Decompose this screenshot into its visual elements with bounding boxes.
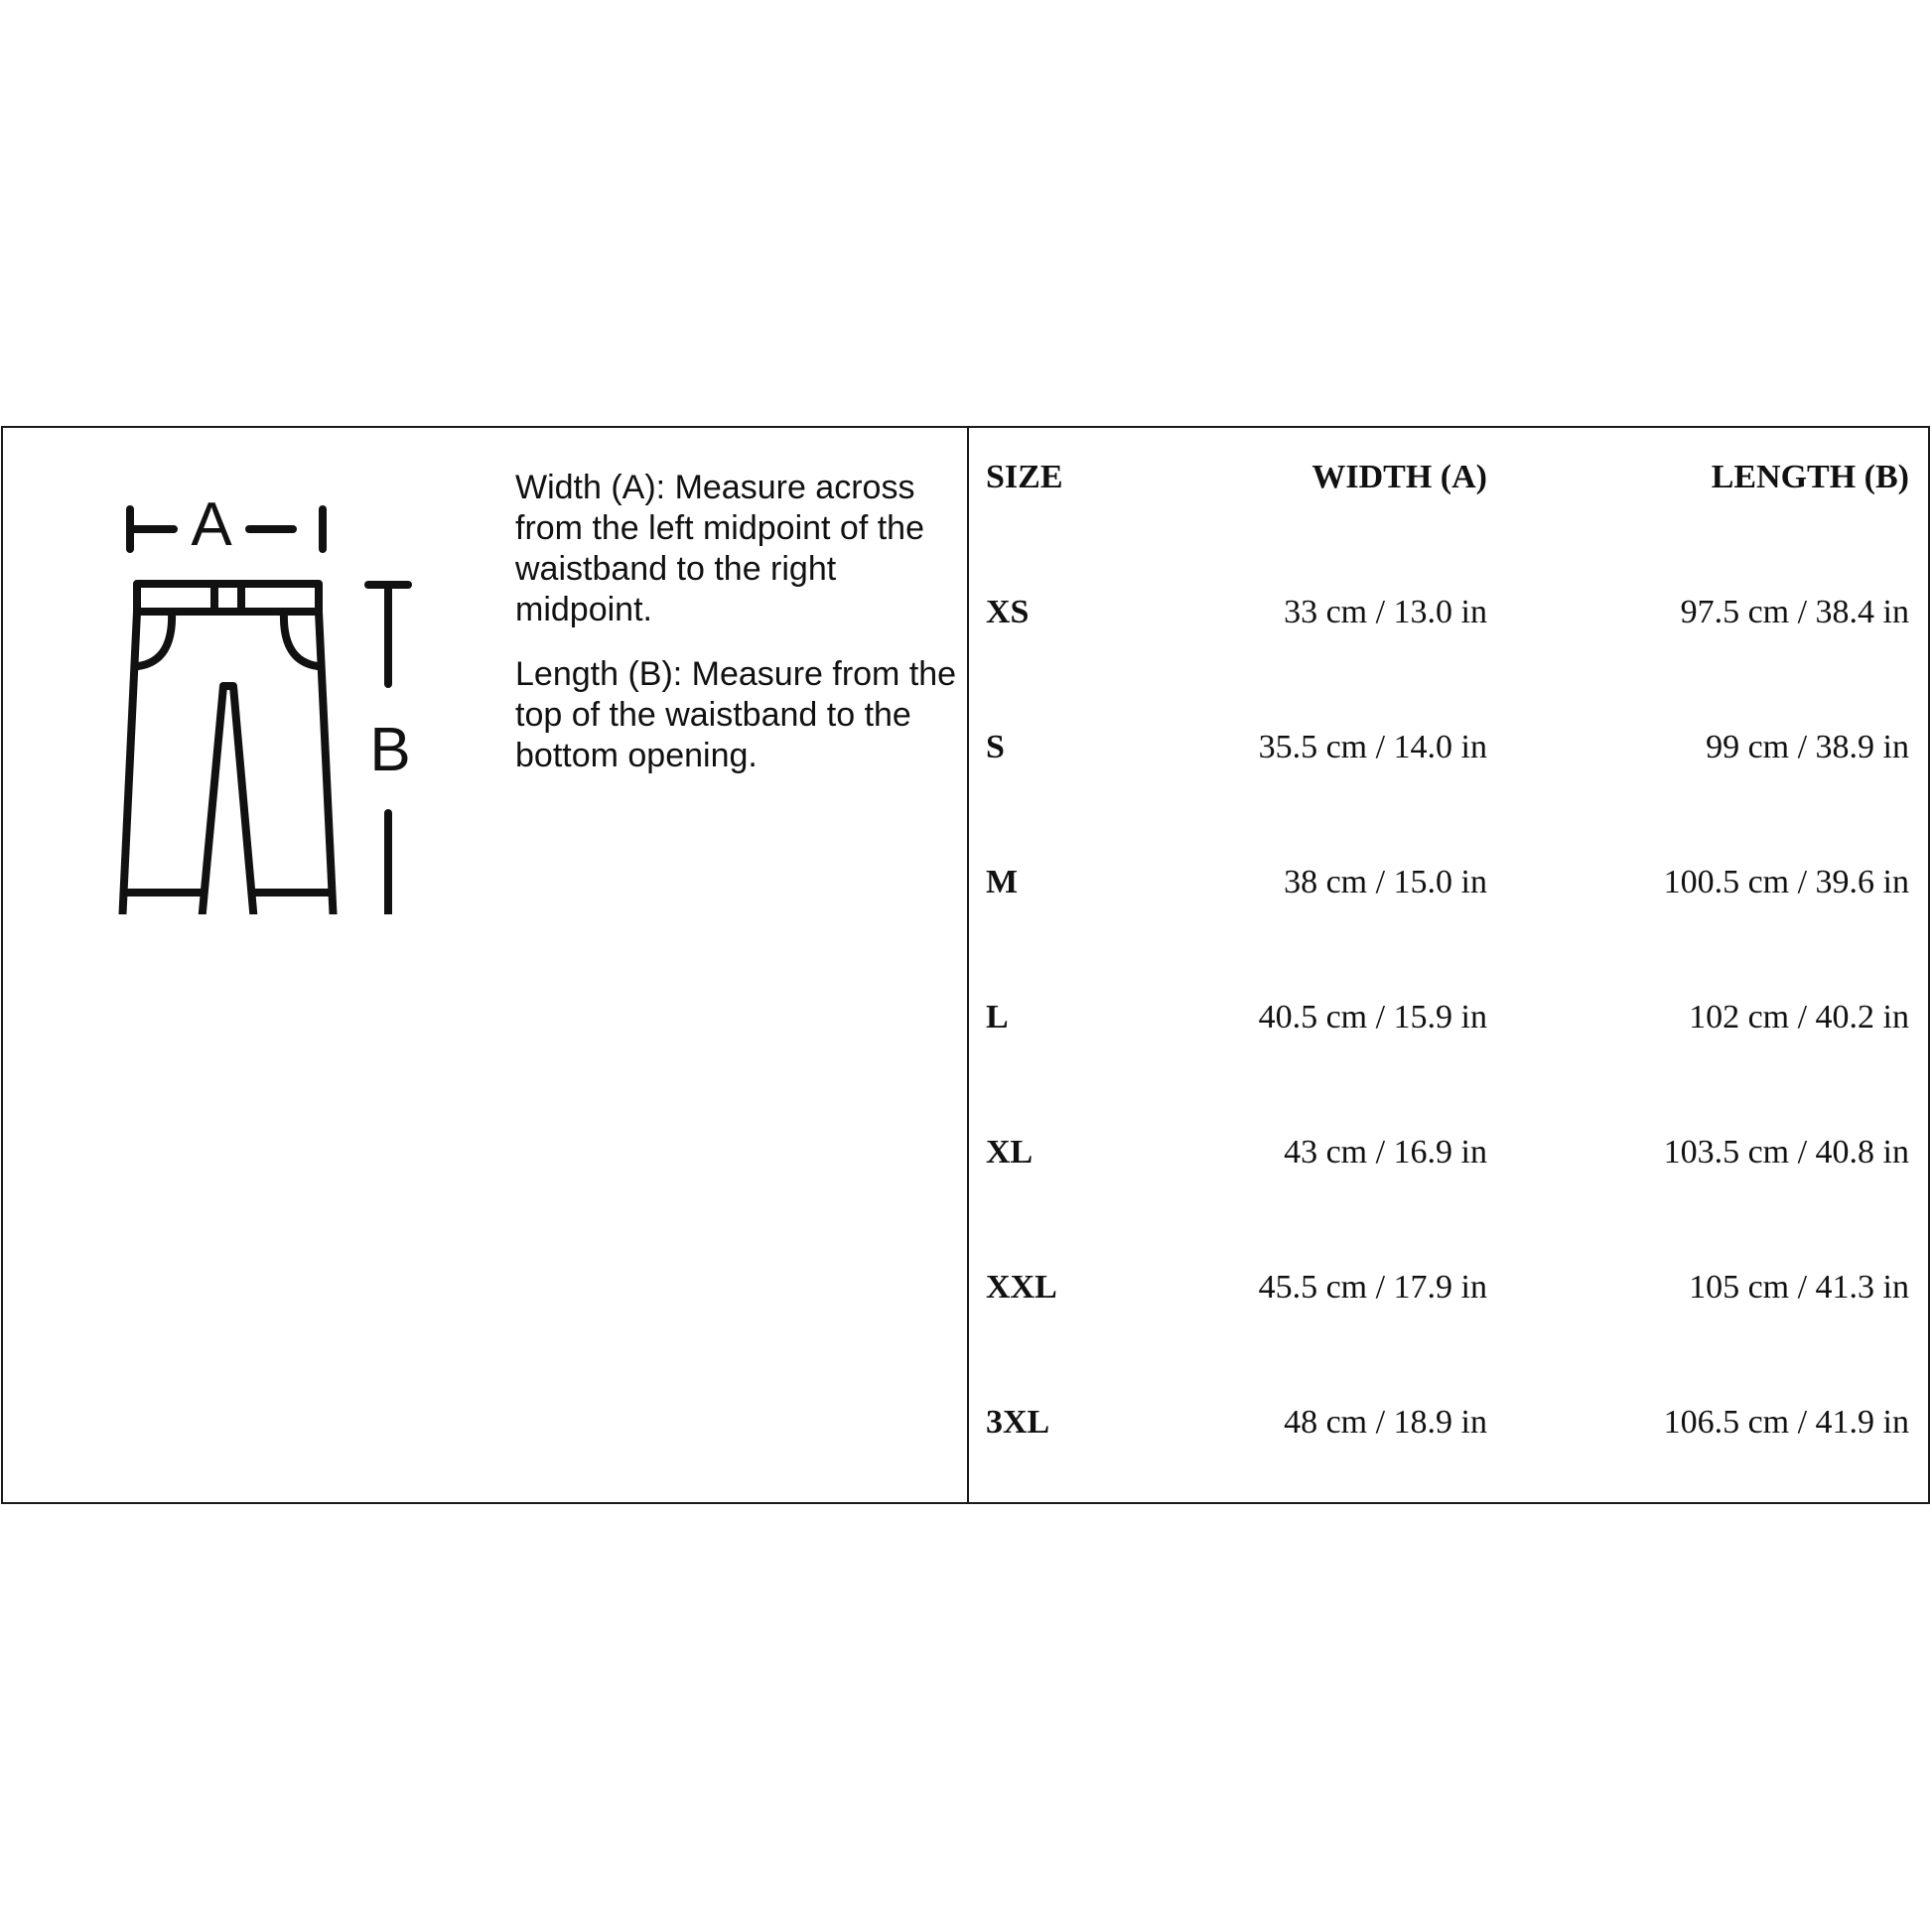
row-size: XS bbox=[986, 594, 1030, 630]
measurement-instructions bbox=[515, 468, 962, 800]
width-marker-label: A bbox=[191, 490, 232, 559]
header-size: SIZE bbox=[986, 459, 1063, 495]
size-table bbox=[981, 428, 1924, 1502]
table-row bbox=[981, 988, 1919, 1047]
table-row bbox=[981, 1258, 1919, 1317]
table-row bbox=[981, 718, 1919, 777]
row-width: 45.5 cm / 17.9 in bbox=[1258, 1269, 1487, 1306]
table-row bbox=[981, 853, 1919, 912]
row-size: XXL bbox=[986, 1269, 1057, 1306]
size-chart-panel bbox=[1, 426, 1930, 1504]
row-length: 99 cm / 38.9 in bbox=[1706, 729, 1909, 765]
row-length: 100.5 cm / 39.6 in bbox=[1663, 864, 1909, 900]
header-width: WIDTH (A) bbox=[1311, 459, 1487, 495]
length-marker-label: B bbox=[369, 716, 411, 784]
header-length: LENGTH (B) bbox=[1711, 459, 1909, 495]
row-width: 33 cm / 13.0 in bbox=[1284, 594, 1487, 630]
table-row bbox=[981, 1393, 1919, 1452]
row-length: 106.5 cm / 41.9 in bbox=[1663, 1404, 1909, 1441]
width-instruction: Width (A): Measure across from the left midpoint of the waistband to the right midpoint. bbox=[515, 469, 924, 628]
row-length: 103.5 cm / 40.8 in bbox=[1663, 1134, 1909, 1171]
row-length: 97.5 cm / 38.4 in bbox=[1680, 594, 1909, 630]
row-size: 3XL bbox=[986, 1404, 1050, 1441]
pants-measurement-diagram bbox=[102, 487, 440, 914]
row-width: 43 cm / 16.9 in bbox=[1284, 1134, 1487, 1171]
column-divider bbox=[967, 428, 969, 1502]
table-row bbox=[981, 1123, 1919, 1182]
row-width: 40.5 cm / 15.9 in bbox=[1258, 999, 1487, 1035]
row-size: M bbox=[986, 864, 1019, 900]
row-size: S bbox=[986, 729, 1005, 765]
table-header bbox=[981, 448, 1919, 507]
row-size: L bbox=[986, 999, 1009, 1035]
length-instruction: Length (B): Measure from the top of the waistband to the bottom opening. bbox=[515, 655, 957, 774]
table-row bbox=[981, 583, 1919, 642]
row-width: 35.5 cm / 14.0 in bbox=[1258, 729, 1487, 765]
row-width: 48 cm / 18.9 in bbox=[1284, 1404, 1487, 1441]
row-length: 105 cm / 41.3 in bbox=[1689, 1269, 1909, 1306]
row-size: XL bbox=[986, 1134, 1034, 1171]
row-length: 102 cm / 40.2 in bbox=[1689, 999, 1909, 1035]
row-width: 38 cm / 15.0 in bbox=[1284, 864, 1487, 900]
